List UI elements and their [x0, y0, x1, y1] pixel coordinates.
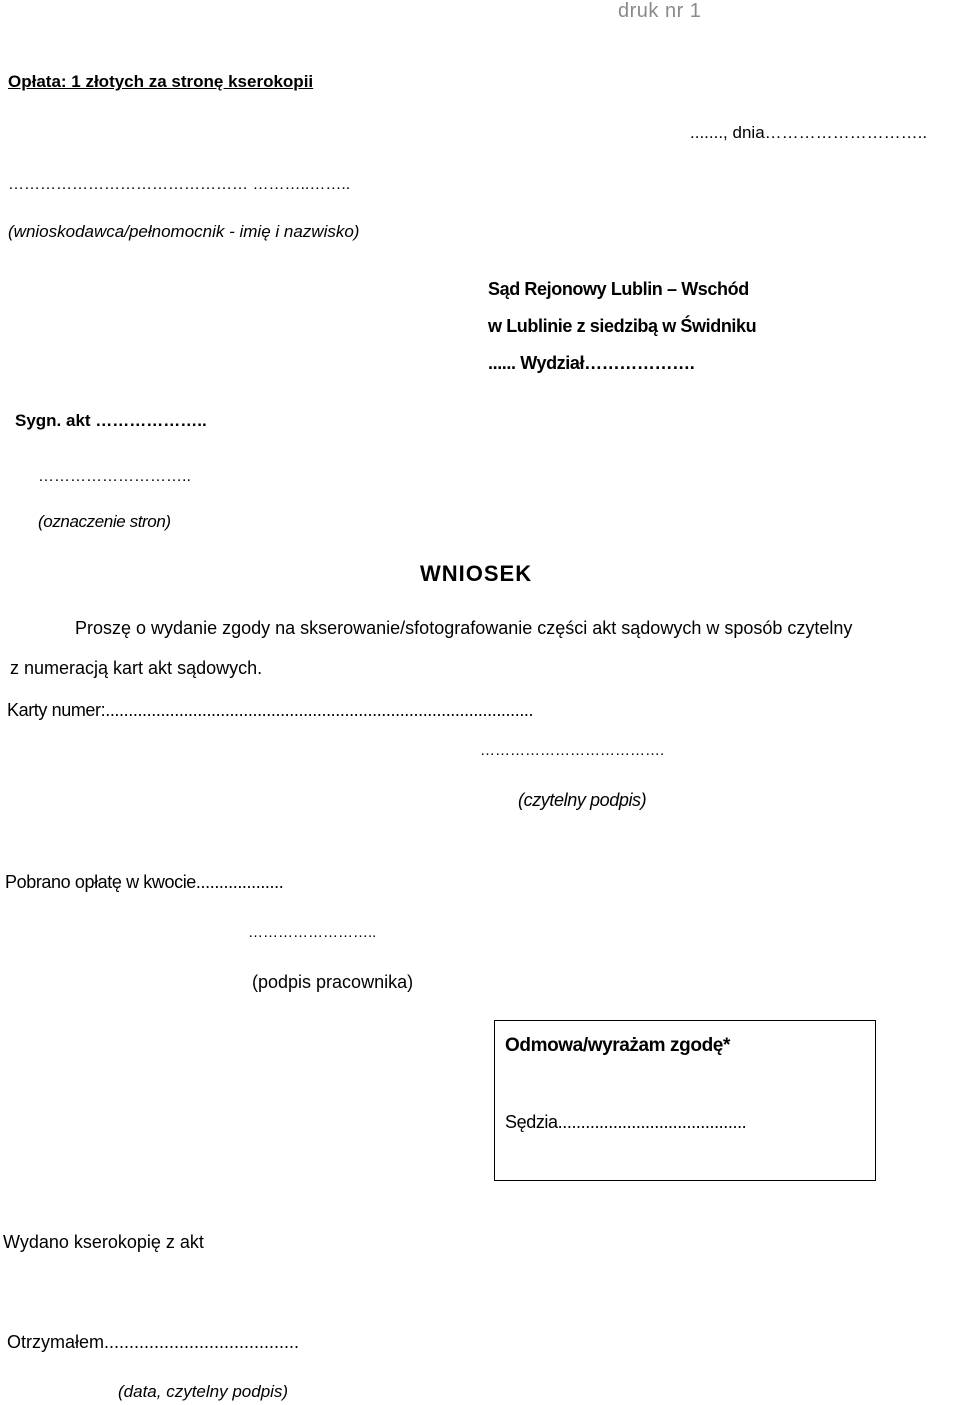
court-seat: w Lublinie z siedzibą w Świdniku	[488, 316, 757, 336]
applicant-signature-field[interactable]: ……………………………….	[480, 742, 665, 759]
applicant-caption: (wnioskodawca/pełnomocnik - imię i nazwisko)	[8, 222, 360, 241]
place-date-line: ......., dnia………………………..	[690, 123, 928, 142]
worker-signature-caption: (podpis pracownika)	[252, 972, 414, 992]
parties-field[interactable]: ………………………..	[38, 468, 191, 485]
applicant-name-field[interactable]: ……………………………………… ………..……..	[8, 176, 351, 193]
parties-caption: (oznaczenie stron)	[38, 512, 171, 531]
request-body-line-2: z numeracją kart akt sądowych.	[10, 658, 263, 678]
signature-caption: (czytelny podpis)	[518, 790, 647, 810]
received-field[interactable]: Otrzymałem.......................................	[7, 1332, 300, 1352]
fee-notice: Opłata: 1 złotych za stronę kserokopii	[8, 72, 314, 91]
court-name: Sąd Rejonowy Lublin – Wschód	[488, 279, 749, 299]
pages-field[interactable]: Karty numer:.............................................................................................	[7, 700, 534, 720]
decision-label: Odmowa/wyrażam zgodę*	[505, 1035, 730, 1056]
document-title: WNIOSEK	[420, 561, 533, 586]
copy-issued-note: Wydano kserokopię z akt	[3, 1232, 204, 1252]
fee-collected-field[interactable]: Pobrano opłatę w kwocie...................	[5, 872, 284, 892]
worker-signature-field[interactable]: ……………………..	[248, 924, 377, 941]
received-caption: (data, czytelny podpis)	[118, 1382, 289, 1401]
request-body-line-1: Proszę o wydanie zgody na skserowanie/sfotografowanie części akt sądowych w sposób czytelny	[75, 618, 853, 638]
court-division: ...... Wydział……………….	[488, 353, 695, 373]
judge-signature-field[interactable]: Sędzia.........................................	[505, 1112, 747, 1132]
case-signature[interactable]: Sygn. akt ………………..	[15, 411, 207, 430]
form-number: druk nr 1	[618, 0, 702, 22]
